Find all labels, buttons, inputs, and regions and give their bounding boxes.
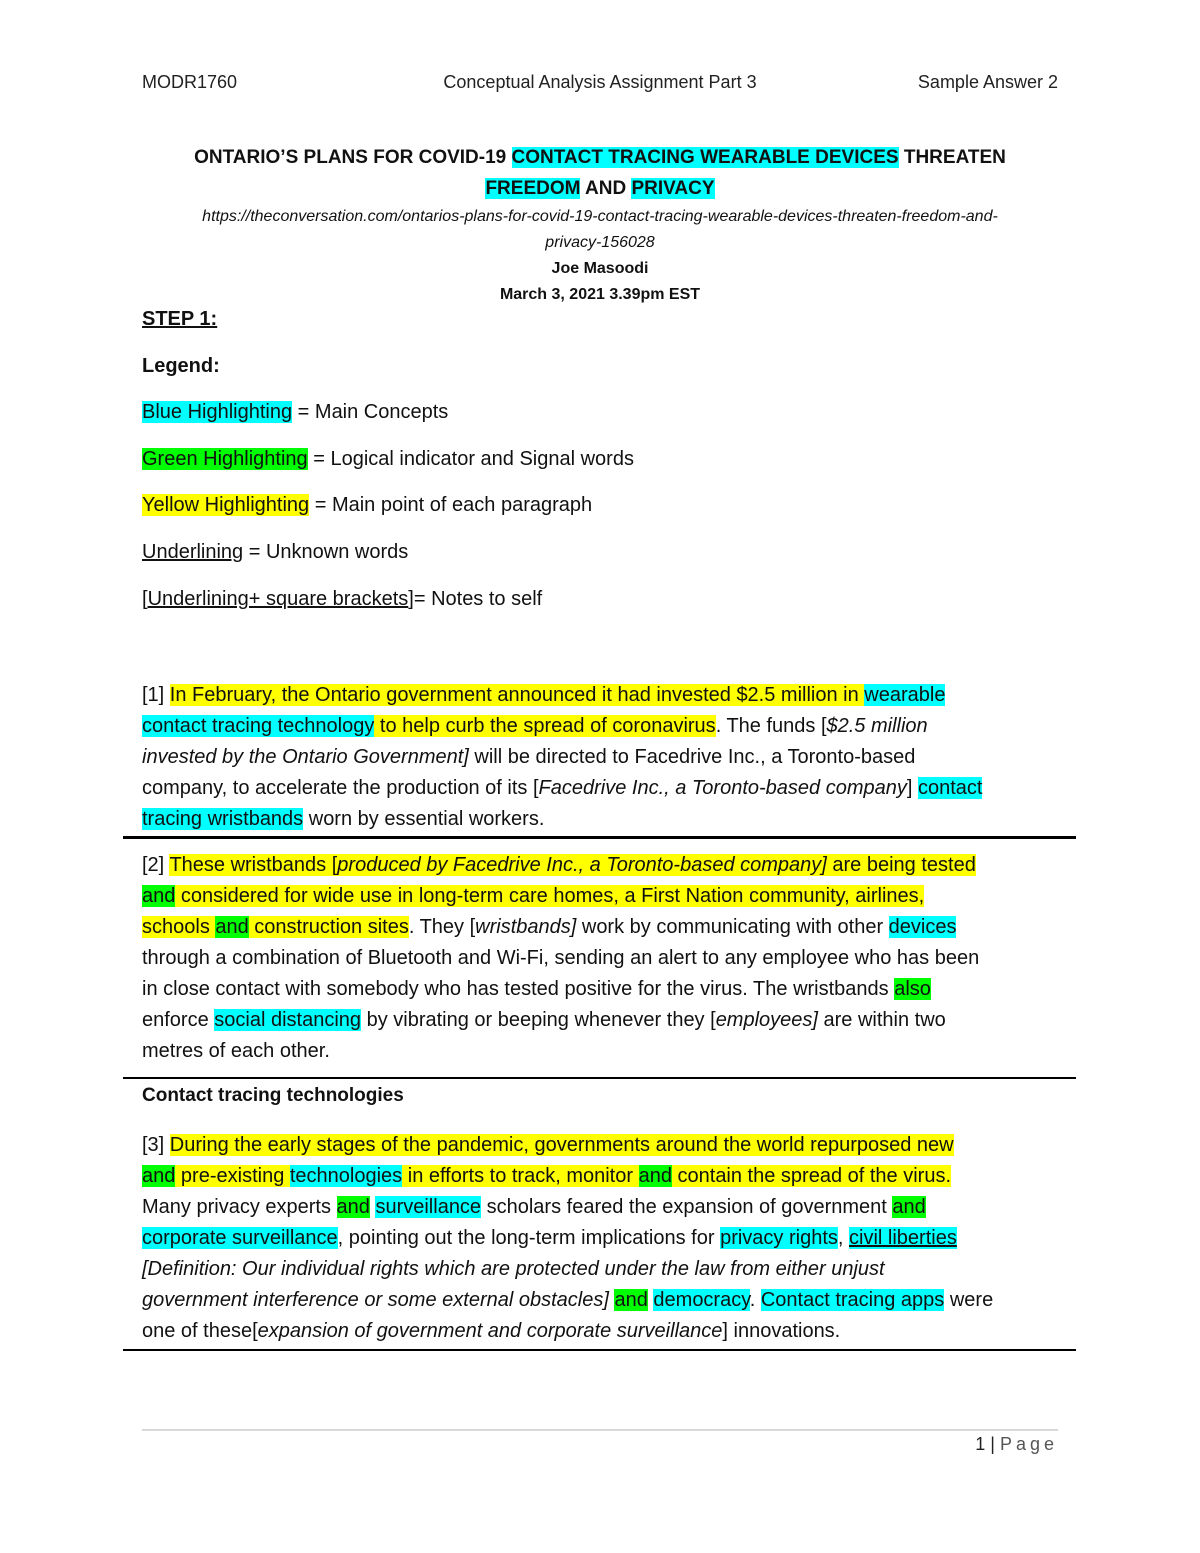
paragraph-line [142, 1223, 1072, 1254]
paragraph-divider [123, 836, 1076, 839]
body-text: through a combination of Bluetooth and Wi-Fi, sending an alert to any employee who has been [142, 947, 980, 969]
signal-word-highlight: and [336, 1196, 370, 1218]
page-header [142, 72, 1058, 98]
unknown-word-concept: civil liberties [849, 1227, 957, 1249]
body-text: Many privacy experts [142, 1196, 337, 1218]
main-point-highlight: considered for wide use in long-term care homes, a First Nation community, airlines, [175, 885, 925, 907]
body-text: metres of each other. [142, 1040, 330, 1062]
body-text: by vibrating or beeping whenever they [ [361, 1009, 716, 1031]
article-date: March 3, 2021 3.39pm EST [499, 286, 701, 303]
legend-notes [142, 588, 542, 611]
body-text: , pointing out the long-term implications for [337, 1227, 721, 1249]
body-text: one of these[ [142, 1320, 258, 1342]
body-text: in close contact with somebody who has tested positive for the virus. The wristbands [142, 978, 895, 1000]
concept-highlight: democracy [653, 1289, 750, 1311]
paragraph-number: [2] [142, 854, 170, 876]
header-assignment-title: Conceptual Analysis Assignment Part 3 [443, 72, 757, 92]
body-text: are within two [817, 1009, 946, 1031]
legend-underline-label: Underlining [142, 541, 244, 563]
title-concept-highlight: CONTACT TRACING WEARABLE DEVICES [511, 147, 899, 168]
paragraph-line [142, 1161, 1072, 1192]
concept-highlight: privacy rights [720, 1227, 838, 1249]
paragraph-line [142, 1254, 1072, 1285]
signal-word-highlight: also [894, 978, 931, 1000]
footer-separator: | [985, 1434, 1000, 1454]
legend-blue-desc: = Main Concepts [292, 401, 449, 423]
paragraph-2 [142, 850, 1072, 1067]
title-text: AND [580, 178, 632, 199]
main-point-highlight: in efforts to track, monitor [402, 1165, 639, 1187]
legend-green-label: Green Highlighting [142, 448, 308, 470]
concept-highlight: contact [918, 777, 983, 799]
note-to-self: [Definition: Our individual rights which are protected under the law from either unjust [142, 1258, 885, 1280]
signal-word-highlight: and [215, 916, 249, 938]
paragraph-line [142, 881, 1072, 912]
body-text: worn by essential workers. [303, 808, 545, 830]
page-word: Page [999, 1434, 1058, 1454]
paragraph-line [142, 974, 1072, 1005]
concept-highlight: corporate surveillance [142, 1227, 338, 1249]
signal-word-highlight: and [892, 1196, 926, 1218]
body-text: . [749, 1289, 761, 1311]
note-to-self: Facedrive Inc., a Toronto-based company [538, 777, 907, 799]
main-point-highlight: During the early stages of the pandemic, governments around the world repurposed new [169, 1134, 954, 1156]
paragraph-1 [142, 680, 1072, 835]
section-subheading: Contact tracing technologies [142, 1085, 404, 1106]
header-course-code: MODR1760 [142, 72, 238, 92]
paragraph-line [142, 850, 1072, 881]
concept-highlight: surveillance [375, 1196, 482, 1218]
legend-yellow [142, 494, 592, 517]
header-sample-label: Sample Answer 2 [917, 72, 1058, 92]
paragraph-divider [123, 1077, 1076, 1079]
main-point-highlight: are being tested [826, 854, 976, 876]
paragraph-line [142, 1285, 1072, 1316]
note-to-self: employees] [715, 1009, 818, 1031]
paragraph-line [142, 912, 1072, 943]
concept-highlight: social distancing [214, 1009, 362, 1031]
paragraph-line [142, 773, 1072, 804]
article-title-block [142, 142, 1058, 308]
title-concept-highlight: PRIVACY [631, 178, 715, 199]
article-url-continued [142, 230, 1058, 256]
paragraph-3 [142, 1130, 1072, 1347]
article-url [142, 204, 1058, 230]
title-text: ONTARIO’S PLANS FOR COVID-19 [194, 147, 512, 168]
main-point-highlight: schools [142, 916, 216, 938]
paragraph-line [142, 1036, 1072, 1067]
main-point-highlight: These wristbands [ [169, 854, 338, 876]
signal-word-highlight: and [142, 885, 176, 907]
legend-yellow-label: Yellow Highlighting [142, 494, 310, 516]
paragraph-line [142, 680, 1072, 711]
concept-highlight: devices [888, 916, 957, 938]
title-concept-highlight: FREEDOM [485, 178, 581, 199]
article-url-part-1: https://theconversation.com/ontarios-plans-for-covid-19-contact-tracing-wearable-devices-threaten-freedom-and- [202, 208, 998, 225]
page-footer [975, 1434, 1058, 1455]
paragraph-line [142, 1316, 1072, 1347]
legend-green-desc: = Logical indicator and Signal words [307, 448, 634, 470]
article-url-part-2: privacy-156028 [545, 234, 655, 251]
body-text: ] [906, 777, 918, 799]
body-text: were [944, 1289, 994, 1311]
body-text: enforce [142, 1009, 215, 1031]
paragraph-line [142, 1130, 1072, 1161]
legend-yellow-desc: = Main point of each paragraph [309, 494, 593, 516]
main-point-highlight: to help curb the spread of coronavirus [374, 715, 716, 737]
signal-word-highlight: and [638, 1165, 672, 1187]
body-text: work by communicating with other [576, 916, 889, 938]
footer-divider [142, 1429, 1058, 1431]
paragraph-line [142, 711, 1072, 742]
paragraph-line [142, 804, 1072, 835]
body-text: company, to accelerate the production of its [ [142, 777, 539, 799]
paragraph-number: [1] [142, 684, 170, 706]
body-text: , [837, 1227, 850, 1249]
paragraph-line [142, 943, 1072, 974]
note-to-self: government interference or some external obstacles] [142, 1289, 609, 1311]
concept-highlight: contact tracing technology [142, 715, 375, 737]
note-to-self: expansion of government and corporate surveillance [257, 1320, 723, 1342]
paragraph-number: [3] [142, 1134, 170, 1156]
signal-word-highlight: and [614, 1289, 648, 1311]
legend-green [142, 448, 634, 471]
note-to-self: $2.5 million [826, 715, 928, 737]
concept-highlight: Contact tracing apps [760, 1289, 945, 1311]
note-to-self: produced by Facedrive Inc., a Toronto-based company] [337, 854, 827, 876]
legend-notes-desc: = Notes to self [413, 588, 543, 610]
title-text: THREATEN [898, 147, 1006, 168]
paragraph-line [142, 742, 1072, 773]
legend-underline [142, 541, 408, 564]
legend-title: Legend: [142, 355, 220, 377]
article-title-line-2 [142, 173, 1058, 204]
main-point-highlight: pre-existing [175, 1165, 290, 1187]
body-text: will be directed to Facedrive Inc., a Toronto-based [468, 746, 916, 768]
note-to-self: wristbands] [475, 916, 577, 938]
main-point-highlight: contain the spread of the virus. [671, 1165, 952, 1187]
paragraph-line [142, 1005, 1072, 1036]
main-point-highlight: construction sites [248, 916, 409, 938]
legend-notes-label: Underlining+ square brackets [147, 588, 409, 610]
body-text: ] innovations. [722, 1320, 841, 1342]
note-to-self: invested by the Ontario Government] [142, 746, 469, 768]
legend-notes-open: [ [142, 588, 148, 610]
page-number: 1 [975, 1434, 986, 1454]
body-text: . They [ [408, 916, 476, 938]
concept-highlight: technologies [289, 1165, 403, 1187]
legend-underline-desc: = Unknown words [243, 541, 409, 563]
concept-highlight: tracing wristbands [142, 808, 304, 830]
legend-notes-close: ] [408, 588, 414, 610]
concept-highlight: wearable [864, 684, 946, 706]
step-heading: STEP 1: [142, 308, 218, 330]
paragraph-divider [123, 1349, 1076, 1351]
paragraph-line [142, 1192, 1072, 1223]
body-text: scholars feared the expansion of government [481, 1196, 893, 1218]
legend-blue-label: Blue Highlighting [142, 401, 293, 423]
article-title-line-1 [142, 142, 1058, 173]
article-author: Joe Masoodi [551, 260, 649, 277]
signal-word-highlight: and [142, 1165, 176, 1187]
legend-blue [142, 401, 448, 424]
body-text: . The funds [ [715, 715, 827, 737]
main-point-highlight: In February, the Ontario government announced it had invested $2.5 million in [169, 684, 865, 706]
